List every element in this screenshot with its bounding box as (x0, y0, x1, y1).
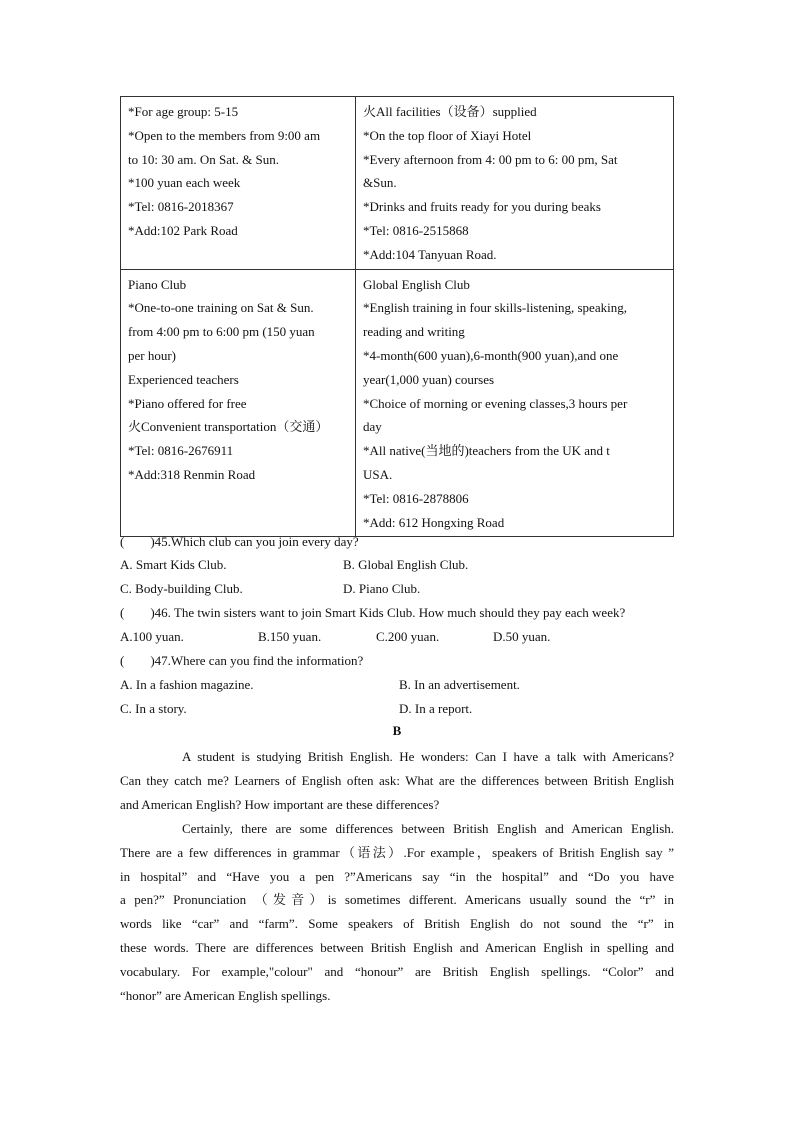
cell-line: Global English Club (363, 276, 470, 292)
cell-line: *4-month(600 yuan),6-month(900 yuan),and one (363, 347, 619, 363)
question-45-option-b: B. Global English Club. (343, 557, 469, 572)
cell-line: year(1,000 yuan) courses (363, 371, 495, 387)
question-45-option-a: A. Smart Kids Club. (120, 557, 227, 572)
question-47-option-c: C. In a story. (120, 701, 187, 716)
passage-line: Certainly, there are some differences between British English and American English. (182, 821, 674, 836)
question-47-option-d: D. In a report. (399, 701, 473, 716)
cell-line: *Piano offered for free (128, 395, 247, 411)
cell-line: *Tel: 0816-2878806 (363, 490, 469, 506)
cell-line: *One-to-one training on Sat & Sun. (128, 300, 314, 316)
body-building-club-cell (356, 97, 674, 270)
cell-line: reading and writing (363, 324, 465, 340)
question-47-option-b: B. In an advertisement. (399, 677, 520, 692)
cell-line: &Sun. (363, 175, 397, 191)
passage-paragraph-1 (120, 745, 674, 816)
question-47-stem: ( )47.Where can you find the information? (120, 653, 364, 668)
table-row (121, 97, 674, 270)
cell-line: *Every afternoon from 4: 00 pm to 6: 00 pm, Sat (363, 151, 618, 167)
passage-line: “honor” are American English spellings. (120, 987, 331, 1003)
passage-line: words like “car” and “farm”. Some speakers of British English do not sound the “r” in (120, 916, 674, 932)
passage-line: a pen?” Pronunciation （发音）is sometimes different. Americans usually sound the “r” in (120, 892, 674, 908)
cell-line: *100 yuan each week (128, 175, 241, 191)
cell-line: *Add:102 Park Road (128, 222, 238, 238)
passage-heading: B (392, 723, 402, 738)
global-english-club-cell (356, 269, 674, 537)
passage-line: and American English? How important are these differences? (120, 796, 440, 812)
passage-paragraph-2 (120, 817, 674, 1007)
question-45-option-d: D. Piano Club. (343, 581, 421, 596)
clubs-table (120, 96, 674, 537)
cell-line: to 10: 30 am. On Sat. & Sun. (128, 151, 279, 167)
cell-line: USA. (363, 466, 393, 482)
question-47-option-a: A. In a fashion magazine. (120, 677, 254, 692)
passage-line: these words. There are differences between British English and American English in spelling and (120, 939, 674, 955)
smart-kids-club-cell (121, 97, 356, 270)
cell-line: *For age group: 5-15 (128, 104, 239, 119)
passage-line: A student is studying British English. He wonders: Can I have a talk with Americans? (182, 749, 674, 764)
cell-line: *All native(当地的)teachers from the UK and t (363, 443, 610, 459)
cell-line: 火Convenient transportation（交通） (128, 419, 329, 435)
cell-line: *Tel: 0816-2018367 (128, 199, 234, 215)
question-45-option-c: C. Body-building Club. (120, 581, 243, 596)
table-row (121, 269, 674, 537)
cell-line: day (363, 419, 382, 435)
question-46-stem: ( )46. The twin sisters want to join Smart Kids Club. How much should they pay each week? (120, 605, 626, 620)
cell-line: *Open to the members from 9:00 am (128, 127, 321, 143)
passage-line: Can they catch me? Learners of English often ask: What are the differences between British English (120, 772, 674, 788)
cell-line: Piano Club (128, 276, 187, 292)
question-46-option-c: C.200 yuan. (376, 629, 440, 644)
passage-line: There are a few differences in grammar（语法）.For example，speakers of British English say ” (120, 844, 674, 860)
piano-club-cell (121, 269, 356, 537)
passage-line: vocabulary. For example,"colour" and “honour” are British English spellings. “Color” and (120, 963, 674, 979)
cell-line: *Add: 612 Hongxing Road (363, 514, 505, 530)
question-45-stem: ( )45.Which club can you join every day? (120, 534, 359, 549)
cell-line: *English training in four skills-listening, speaking, (363, 300, 627, 316)
cell-line: per hour) (128, 347, 177, 363)
passage-line: in hospital” and “Have you a pen ?”Americans say “in the hospital” and “Do you have (120, 868, 674, 884)
cell-line: *Tel: 0816-2676911 (128, 443, 234, 459)
cell-line: *Drinks and fruits ready for you during beaks (363, 199, 601, 215)
question-46-option-b: B.150 yuan. (258, 629, 322, 644)
cell-line: *Add:318 Renmin Road (128, 466, 256, 482)
cell-line: *Add:104 Tanyuan Road. (363, 246, 497, 262)
cell-line: from 4:00 pm to 6:00 pm (150 yuan (128, 324, 315, 340)
cell-line: 火All facilities（设备）supplied (363, 104, 537, 119)
question-46-option-d: D.50 yuan. (493, 629, 551, 644)
cell-line: *Choice of morning or evening classes,3 hours per (363, 395, 628, 411)
cell-line: *On the top floor of Xiayi Hotel (363, 127, 532, 143)
cell-line: Experienced teachers (128, 371, 239, 387)
cell-line: *Tel: 0816-2515868 (363, 222, 469, 238)
question-46-option-a: A.100 yuan. (120, 629, 184, 644)
